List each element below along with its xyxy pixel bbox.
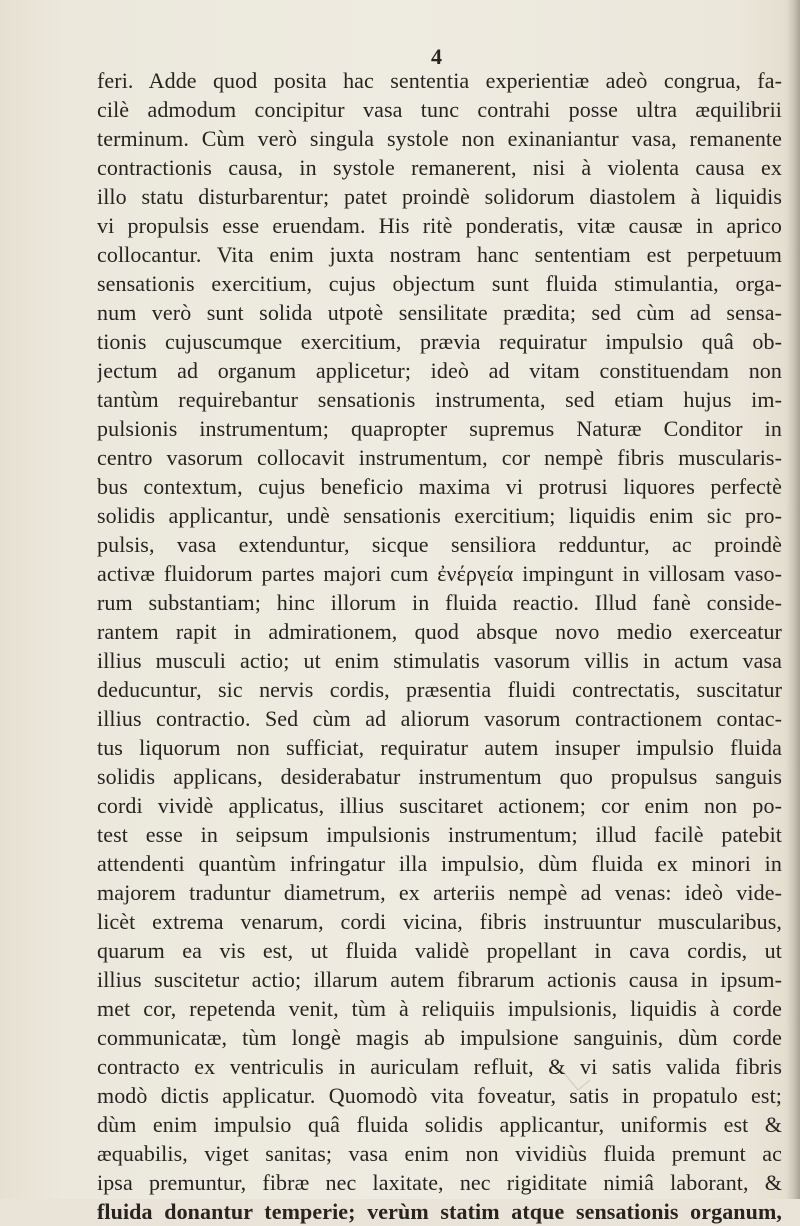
text-line: fluida donantur temperie; verùm statim atque sensationis organum, bbox=[97, 1199, 782, 1224]
page-number: 4 bbox=[431, 44, 442, 69]
text-line: majorem traduntur diametrum, ex arteriis nempè ad venas: ideò vide- bbox=[97, 880, 782, 905]
text-line: illius musculi actio; ut enim stimulatis vasorum villis in actum vasa bbox=[97, 648, 782, 673]
text-line: solidis applicantur, undè sensationis exercitium; liquidis enim sic pro- bbox=[97, 503, 782, 528]
text-line: num verò sunt solida utpotè sensilitate prædita; sed cùm ad sensa- bbox=[97, 300, 782, 325]
text-line: jectum ad organum applicetur; ideò ad vitam constituendam non bbox=[97, 358, 782, 383]
text-line: vi propulsis esse eruendam. His ritè ponderatis, vitæ causæ in aprico bbox=[97, 213, 782, 238]
text-line: communicatæ, tùm longè magis ab impulsione sanguinis, dùm corde bbox=[97, 1025, 782, 1050]
text-line: attendenti quantùm infringatur illa impulsio, dùm fluida ex minori in bbox=[97, 851, 782, 876]
text-line: modò dictis applicatur. Quomodò vita foveatur, satis in propatulo est; bbox=[97, 1083, 782, 1108]
text-line: cilè admodum concipitur vasa tunc contrahi posse ultra æquilibrii bbox=[97, 97, 782, 122]
text-line: illius contractio. Sed cùm ad aliorum vasorum contractionem contac- bbox=[97, 706, 782, 731]
text-line: dùm enim impulsio quâ fluida solidis applicantur, uniformis est & bbox=[97, 1112, 782, 1137]
text-line: feri. Adde quod posita hac sententia experientiæ adeò congrua, fa- bbox=[97, 68, 782, 93]
text-line: tantùm requirebantur sensationis instrumenta, sed etiam hujus im- bbox=[97, 387, 782, 412]
text-line: sensationis exercitium, cujus objectum sunt fluida stimulantia, orga- bbox=[97, 271, 782, 296]
text-line: illius suscitetur actio; illarum autem fibrarum actionis causa in ipsum- bbox=[97, 967, 782, 992]
text-line: cordi vividè applicatus, illius suscitaret actionem; cor enim non po- bbox=[97, 793, 782, 818]
text-line: illo statu disturbarentur; patet proindè solidorum diastolem à liquidis bbox=[97, 184, 782, 209]
paper-mark bbox=[540, 1060, 600, 1110]
text-line: æquabilis, viget sanitas; vasa enim non vividiùs fluida premunt ac bbox=[97, 1141, 782, 1166]
body-text bbox=[97, 66, 782, 1226]
text-line: test esse in seipsum impulsionis instrumentum; illud facilè patebit bbox=[97, 822, 782, 847]
text-line: bus contextum, cujus beneficio maxima vi protrusi liquores perfectè bbox=[97, 474, 782, 499]
text-line: ipsa premuntur, fibræ nec laxitate, nec rigiditate nimiâ laborant, & bbox=[97, 1170, 782, 1195]
text-line: solidis applicans, desiderabatur instrumentum quo propulsus sanguis bbox=[97, 764, 782, 789]
text-line: licèt extrema venarum, cordi vicina, fibris instruuntur muscularibus, bbox=[97, 909, 782, 934]
text-line: deducuntur, sic nervis cordis, præsentia fluidi contrectatis, suscitatur bbox=[97, 677, 782, 702]
text-line: rantem rapit in admirationem, quod absque novo medio exerceatur bbox=[97, 619, 782, 644]
text-line: collocantur. Vita enim juxta nostram hanc sententiam est perpetuum bbox=[97, 242, 782, 267]
text-line: quarum ea vis est, ut fluida validè propellant in cava cordis, ut bbox=[97, 938, 782, 963]
text-line: centro vasorum collocavit instrumentum, cor nempè fibris muscularis- bbox=[97, 445, 782, 470]
text-line: met cor, repetenda venit, tùm à reliquiis impulsionis, liquidis à corde bbox=[97, 996, 782, 1021]
text-line: tus liquorum non sufficiat, requiratur autem insuper impulsio fluida bbox=[97, 735, 782, 760]
text-line: contracto ex ventriculis in auriculam refluit, & vi satis valida fibris bbox=[97, 1054, 782, 1079]
text-line: pulsionis instrumentum; quapropter supremus Naturæ Conditor in bbox=[97, 416, 782, 441]
page-edge-shadow bbox=[786, 0, 800, 1199]
text-line: rum substantiam; hinc illorum in fluida reactio. Illud fanè conside- bbox=[97, 590, 782, 615]
text-line: activæ fluidorum partes majori cum ἐνέργεία impingunt in villosam vaso- bbox=[97, 561, 782, 586]
text-line: contractionis causa, in systole remanerent, nisi à violenta causa ex bbox=[97, 155, 782, 180]
text-line: tionis cujuscumque exercitium, prævia requiratur impulsio quâ ob- bbox=[97, 329, 782, 354]
text-line: terminum. Cùm verò singula systole non exinaniantur vasa, remanente bbox=[97, 126, 782, 151]
text-line: pulsis, vasa extenduntur, sicque sensiliora redduntur, ac proindè bbox=[97, 532, 782, 557]
